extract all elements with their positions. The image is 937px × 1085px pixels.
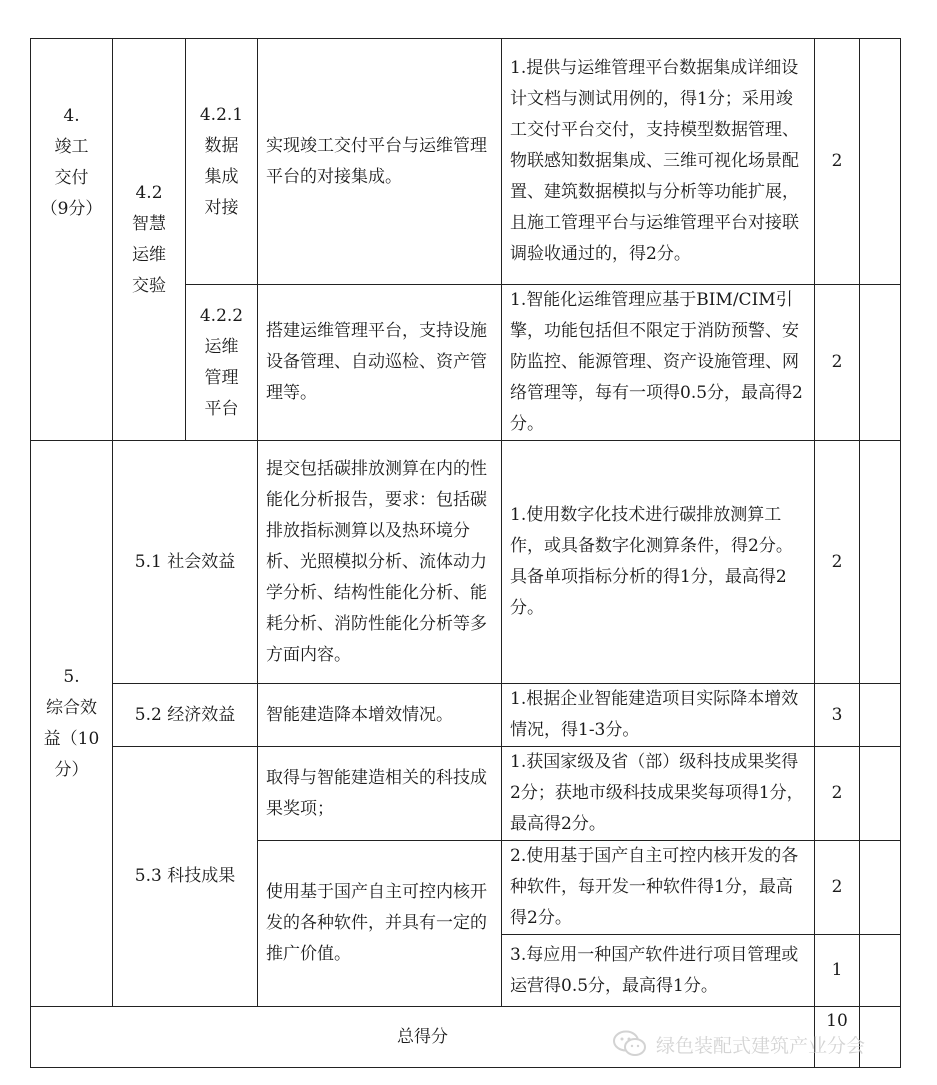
category-5-label: 5. 综合效 益（10 分） <box>43 666 100 780</box>
watermark-text: 绿色装配式建筑产业分会 <box>656 1034 866 1057</box>
sub-5-3: 5.3 科技成果 <box>113 747 258 1007</box>
empty-score-cell <box>860 841 901 935</box>
points-5-1: 2 <box>815 441 860 684</box>
item-4-2-2-cell <box>186 285 258 441</box>
req-5-1: 提交包括碳排放测算在内的性能化分析报告，要求：包括碳排放指标测算以及热环境分析、光照模拟分析、流体动力学分析、结构性能化分析、能耗分析、消防性能化分析等多方面内容。 <box>258 441 502 684</box>
points-5-3-software-dev: 2 <box>815 841 860 935</box>
empty-score-cell <box>860 747 901 841</box>
category-5-cell <box>31 441 113 1007</box>
criteria-5-1: 1.使用数字化技术进行碳排放测算工作，或具备数字化测算条件，得2分。具备单项指标分析的得1分，最高得2分。 <box>502 441 815 684</box>
criteria-4-2-1: 1.提供与运维管理平台数据集成详细设计文档与测试用例的，得1分；采用竣工交付平台交付，支持模型数据管理、物联感知数据集成、三维可视化场景配置、建筑数据模拟与分析等功能扩展，且施工管理平台与运维管理平台对接联调验收通过的，得2分。 <box>502 39 815 285</box>
req-5-3-software: 使用基于国产自主可控内核开发的各种软件，并具有一定的推广价值。 <box>258 841 502 1007</box>
scoring-table <box>30 38 901 1068</box>
sub-4-2-cell <box>113 39 186 441</box>
category-4-cell <box>31 39 113 441</box>
points-4-2-1: 2 <box>815 39 860 285</box>
criteria-5-3-awards: 1.获国家级及省（部）级科技成果奖得2分；获地市级科技成果奖每项得1分，最高得2分。 <box>502 747 815 841</box>
total-label: 总得分 <box>31 1007 815 1068</box>
req-4-2-2: 搭建运维管理平台，支持设施设备管理、自动巡检、资产管理等。 <box>258 285 502 441</box>
criteria-5-3-software-dev: 2.使用基于国产自主可控内核开发的各种软件，每开发一种软件得1分，最高得2分。 <box>502 841 815 935</box>
sub-5-1: 5.1 社会效益 <box>113 441 258 684</box>
points-5-3-software-use: 1 <box>815 935 860 1007</box>
points-5-2: 3 <box>815 684 860 747</box>
wechat-icon <box>612 1029 648 1059</box>
category-4-label: 4. 竣工 交付 （9分） <box>40 106 103 219</box>
req-4-2-1: 实现竣工交付平台与运维管理平台的对接集成。 <box>258 39 502 285</box>
empty-score-cell <box>860 39 901 285</box>
criteria-5-2: 1.根据企业智能建造项目实际降本增效情况，得1-3分。 <box>502 684 815 747</box>
item-4-2-2-label: 4.2.2 运维 管理 平台 <box>199 305 244 419</box>
empty-score-cell <box>860 1007 901 1068</box>
empty-score-cell <box>860 935 901 1007</box>
sub-4-2-label: 4.2 智慧 运维 交验 <box>132 182 166 296</box>
item-4-2-1-label: 4.2.1 数据 集成 对接 <box>199 104 244 218</box>
empty-score-cell <box>860 441 901 684</box>
criteria-5-3-software-use: 3.每应用一种国产软件进行项目管理或运营得0.5分，最高得1分。 <box>502 935 815 1007</box>
item-4-2-1-cell <box>186 39 258 285</box>
empty-score-cell <box>860 684 901 747</box>
req-5-3-awards: 取得与智能建造相关的科技成果奖项； <box>258 747 502 841</box>
total-points: 10 <box>815 1007 860 1068</box>
criteria-4-2-2: 1.智能化运维管理应基于BIM/CIM引擎，功能包括但不限定于消防预警、安防监控、能源管理、资产设施管理、网络管理等，每有一项得0.5分，最高得2分。 <box>502 285 815 441</box>
watermark <box>612 1026 865 1062</box>
points-4-2-2: 2 <box>815 285 860 441</box>
req-5-2: 智能建造降本增效情况。 <box>258 684 502 747</box>
sub-5-2: 5.2 经济效益 <box>113 684 258 747</box>
empty-score-cell <box>860 285 901 441</box>
points-5-3-awards: 2 <box>815 747 860 841</box>
